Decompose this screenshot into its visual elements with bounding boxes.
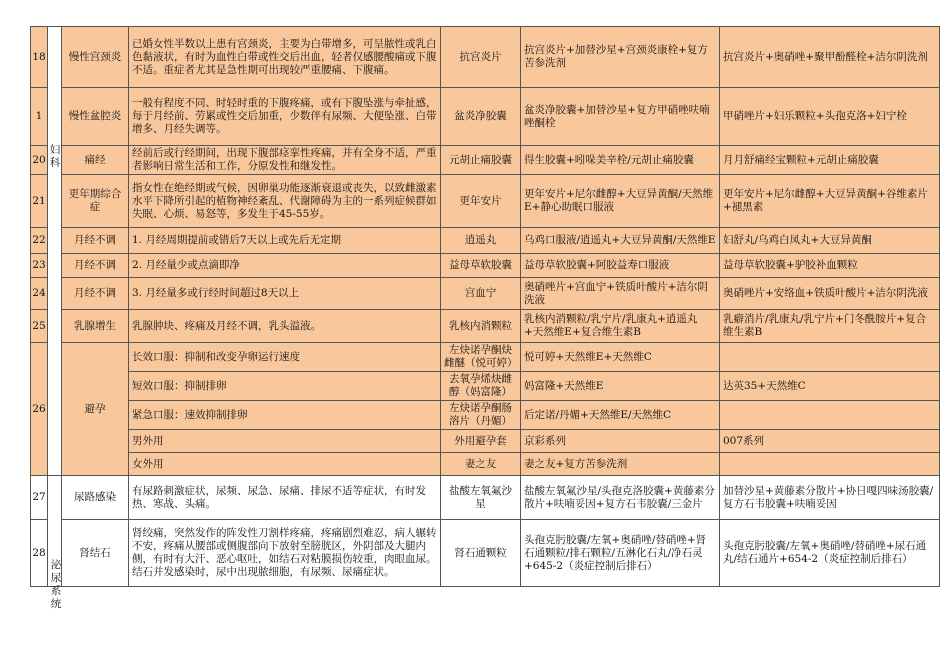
combination-b: 乳癖消片/乳康丸/乳宁片+门冬酰胺片+复合维生素B xyxy=(720,310,940,343)
combination-a: 益母草软胶囊+阿胶益寿口服液 xyxy=(521,254,720,278)
disease-name: 更年期综合症 xyxy=(62,175,129,228)
category-label-gynecology: 妇科 xyxy=(49,144,61,169)
symptom-description: 有尿路刺激症状，尿频、尿急、尿痛、排尿不适等症状，有时发热、寒战、头痛。 xyxy=(129,476,441,520)
category-column-top xyxy=(48,27,62,476)
combination-b xyxy=(720,401,940,430)
row-number: 24 xyxy=(31,278,48,310)
combination-a: 抗宫炎片+加替沙星+宫颈炎康栓+复方苦参洗剂 xyxy=(521,27,720,88)
core-drug: 肾石通颗粒 xyxy=(441,520,521,587)
combination-a: 盆炎净胶囊+加替沙星+复方甲硝唑呋喃唑酮栓 xyxy=(521,88,720,146)
disease-name: 月经不调 xyxy=(62,278,129,310)
disease-name: 痛经 xyxy=(62,146,129,175)
combination-b xyxy=(720,343,940,372)
combination-b: 加替沙星+黄藤素分散片+协日嘎四味汤胶囊/复方石韦胶囊+呋喃妥因 xyxy=(720,476,940,520)
core-drug: 左炔诺孕酮肠溶片（丹媚） xyxy=(441,401,521,430)
core-drug: 盐酸左氧氟沙星 xyxy=(441,476,521,520)
core-drug: 宫血宁 xyxy=(441,278,521,310)
row-number: 23 xyxy=(31,254,48,278)
combination-b: 007系列 xyxy=(720,430,940,453)
table-row xyxy=(31,228,940,254)
symptom-description: 3. 月经量多或行经时间超过8天以上 xyxy=(129,278,441,310)
combination-b: 月月舒痛经宝颗粒+元胡止痛胶囊 xyxy=(720,146,940,175)
core-drug: 益母草软胶囊 xyxy=(441,254,521,278)
disease-name: 乳腺增生 xyxy=(62,310,129,343)
symptom-description: 已婚女性半数以上患有宫颈炎，主要为白带增多，可呈脓性或乳白色黏液状，有时为血性白带或性交后出血，轻者仅感腰酸痛或下腹不适。重症者尤其是急性期可出现较严重腰痛、下腹痛。 xyxy=(129,27,441,88)
table-row xyxy=(31,146,940,175)
table-row xyxy=(31,254,940,278)
disease-name: 慢性盆腔炎 xyxy=(62,88,129,146)
symptom-description: 乳腺肿块、疼痛及月经不调，乳头溢液。 xyxy=(129,310,441,343)
row-number: 28 xyxy=(31,520,48,587)
symptom-description: 肾绞痛，突然发作的阵发性刀割样疼痛，疼痛剧烈难忍，病人辗转不安，疼痛从腰部或侧腹部向下放射至膀胱区，外阴部及大腿内侧，有时有大汗、恶心呕吐，如结石对粘膜损伤较重，肉眼血尿。结石并发感染时，尿中出现脓细胞，有尿频、尿痛症状。 xyxy=(129,520,441,587)
core-drug: 逍遥丸 xyxy=(441,228,521,254)
table-row xyxy=(31,343,940,372)
table-row xyxy=(31,310,940,343)
symptom-description: 1. 月经周期提前或错后7天以上或先后无定期 xyxy=(129,228,441,254)
symptom-description: 紧急口服：速效抑制排卵 xyxy=(129,401,441,430)
combination-b: 奥硝唑片+安络血+铁质叶酸片+洁尔阴洗液 xyxy=(720,278,940,310)
table-row xyxy=(31,175,940,228)
combination-b: 妇舒丸/乌鸡白凤丸+大豆异黄酮 xyxy=(720,228,940,254)
row-number: 27 xyxy=(31,476,48,520)
core-drug: 元胡止痛胶囊 xyxy=(441,146,521,175)
combination-a: 乌鸡口服液/逍遥丸+大豆异黄酮/天然维E xyxy=(521,228,720,254)
symptom-description: 短效口服：抑制排卵 xyxy=(129,372,441,401)
row-number: 21 xyxy=(31,175,48,228)
row-number: 20 xyxy=(31,146,48,175)
table-row xyxy=(31,476,940,520)
combination-b: 甲硝唑片+妇乐颗粒+头孢克洛+妇宁栓 xyxy=(720,88,940,146)
combination-b: 抗宫炎片+奥硝唑+聚甲酚醛栓+洁尔阴洗剂 xyxy=(720,27,940,88)
symptom-description: 一般有程度不同、时轻时重的下腹疼痛，或有下腹坠涨与牵扯感，每于月经前、劳累或性交后加重，少数伴有尿频、大便坠涨、白带增多、月经失调等。 xyxy=(129,88,441,146)
combination-a: 盐酸左氧氟沙星/头孢克洛胶囊+黄藤素分散片+呋喃妥因+复方石韦胶囊/三金片 xyxy=(521,476,720,520)
row-number: 25 xyxy=(31,310,48,343)
medication-table xyxy=(30,26,940,587)
symptom-description: 女外用 xyxy=(129,453,441,476)
category-label-urinary: 泌尿系统 xyxy=(50,559,62,610)
symptom-description: 指女性在绝经期或气候，因卵巢功能逐渐衰退或丧失，以致雌激素水平下降所引起的植物神经紊乱、代谢障碍为主的一系列症候群如失眠、心烦、易怒等，多发生于45-55岁。 xyxy=(129,175,441,228)
row-number: 26 xyxy=(31,343,48,476)
combination-b: 益母草软胶囊+驴胶补血颗粒 xyxy=(720,254,940,278)
disease-name: 月经不调 xyxy=(62,228,129,254)
table-row xyxy=(31,88,940,146)
row-number: 18 xyxy=(31,27,48,88)
combination-b: 更年安片+尼尔雌醇+大豆异黄酮+谷维素片+褪黑素 xyxy=(720,175,940,228)
core-drug: 妻之友 xyxy=(441,453,521,476)
core-drug: 更年安片 xyxy=(441,175,521,228)
disease-name: 避孕 xyxy=(62,343,129,476)
combination-a: 后定诺/丹媚+天然维E/天然维C xyxy=(521,401,720,430)
disease-name: 月经不调 xyxy=(62,254,129,278)
combination-a: 奥硝唑片+宫血宁+铁质叶酸片+洁尔阴洗液 xyxy=(521,278,720,310)
combination-a: 得生胶囊+吲哚美辛栓/元胡止痛胶囊 xyxy=(521,146,720,175)
table-row xyxy=(31,278,940,310)
table-row xyxy=(31,430,940,453)
core-drug: 抗宫炎片 xyxy=(441,27,521,88)
combination-b: 头孢克肟胶囊/左氧+奥硝唑/替硝唑+尿石通丸/结石通片+654-2（炎症控制后排石） xyxy=(720,520,940,587)
combination-a: 头孢克肟胶囊/左氧+奥硝唑/替硝唑+肾石通颗粒/排石颗粒/五淋化石丸/净石灵+645-2（炎症控制后排石） xyxy=(521,520,720,587)
row-number: 1 xyxy=(31,88,48,146)
table-row xyxy=(31,401,940,430)
combination-a: 妻之友+复方苦参洗剂 xyxy=(521,453,720,476)
disease-name: 慢性宫颈炎 xyxy=(62,27,129,88)
disease-name: 肾结石 xyxy=(62,520,129,587)
combination-a: 乳核内消颗粒/乳宁片/乳康丸+逍遥丸+天然维E+复合维生素B xyxy=(521,310,720,343)
core-drug: 左炔诺孕酮炔雌醚（悦可婷） xyxy=(441,343,521,372)
table-row xyxy=(31,27,940,88)
table-row xyxy=(31,520,940,587)
core-drug: 去氧孕烯炔雌醇（妈富隆） xyxy=(441,372,521,401)
symptom-description: 长效口服：抑制和改变孕卵运行速度 xyxy=(129,343,441,372)
core-drug: 盆炎净胶囊 xyxy=(441,88,521,146)
combination-a: 悦可婷+天然维E+天然维C xyxy=(521,343,720,372)
table-row xyxy=(31,453,940,476)
symptom-description: 男外用 xyxy=(129,430,441,453)
combination-b xyxy=(720,453,940,476)
core-drug: 外用避孕套 xyxy=(441,430,521,453)
symptom-description: 经前后或行经期间，出现下腹部痉挛性疼痛，并有全身不适，严重者影响日常生活和工作，分原发性和继发性。 xyxy=(129,146,441,175)
symptom-description: 2. 月经量少或点滴即净 xyxy=(129,254,441,278)
combination-b: 达英35+天然维C xyxy=(720,372,940,401)
table-row xyxy=(31,372,940,401)
core-drug: 乳核内消颗粒 xyxy=(441,310,521,343)
combination-a: 妈富隆+天然维E xyxy=(521,372,720,401)
combination-a: 京彩系列 xyxy=(521,430,720,453)
combination-a: 更年安片+尼尔雌醇+大豆异黄酮/天然维E+静心助眠口服液 xyxy=(521,175,720,228)
row-number: 22 xyxy=(31,228,48,254)
disease-name: 尿路感染 xyxy=(62,476,129,520)
